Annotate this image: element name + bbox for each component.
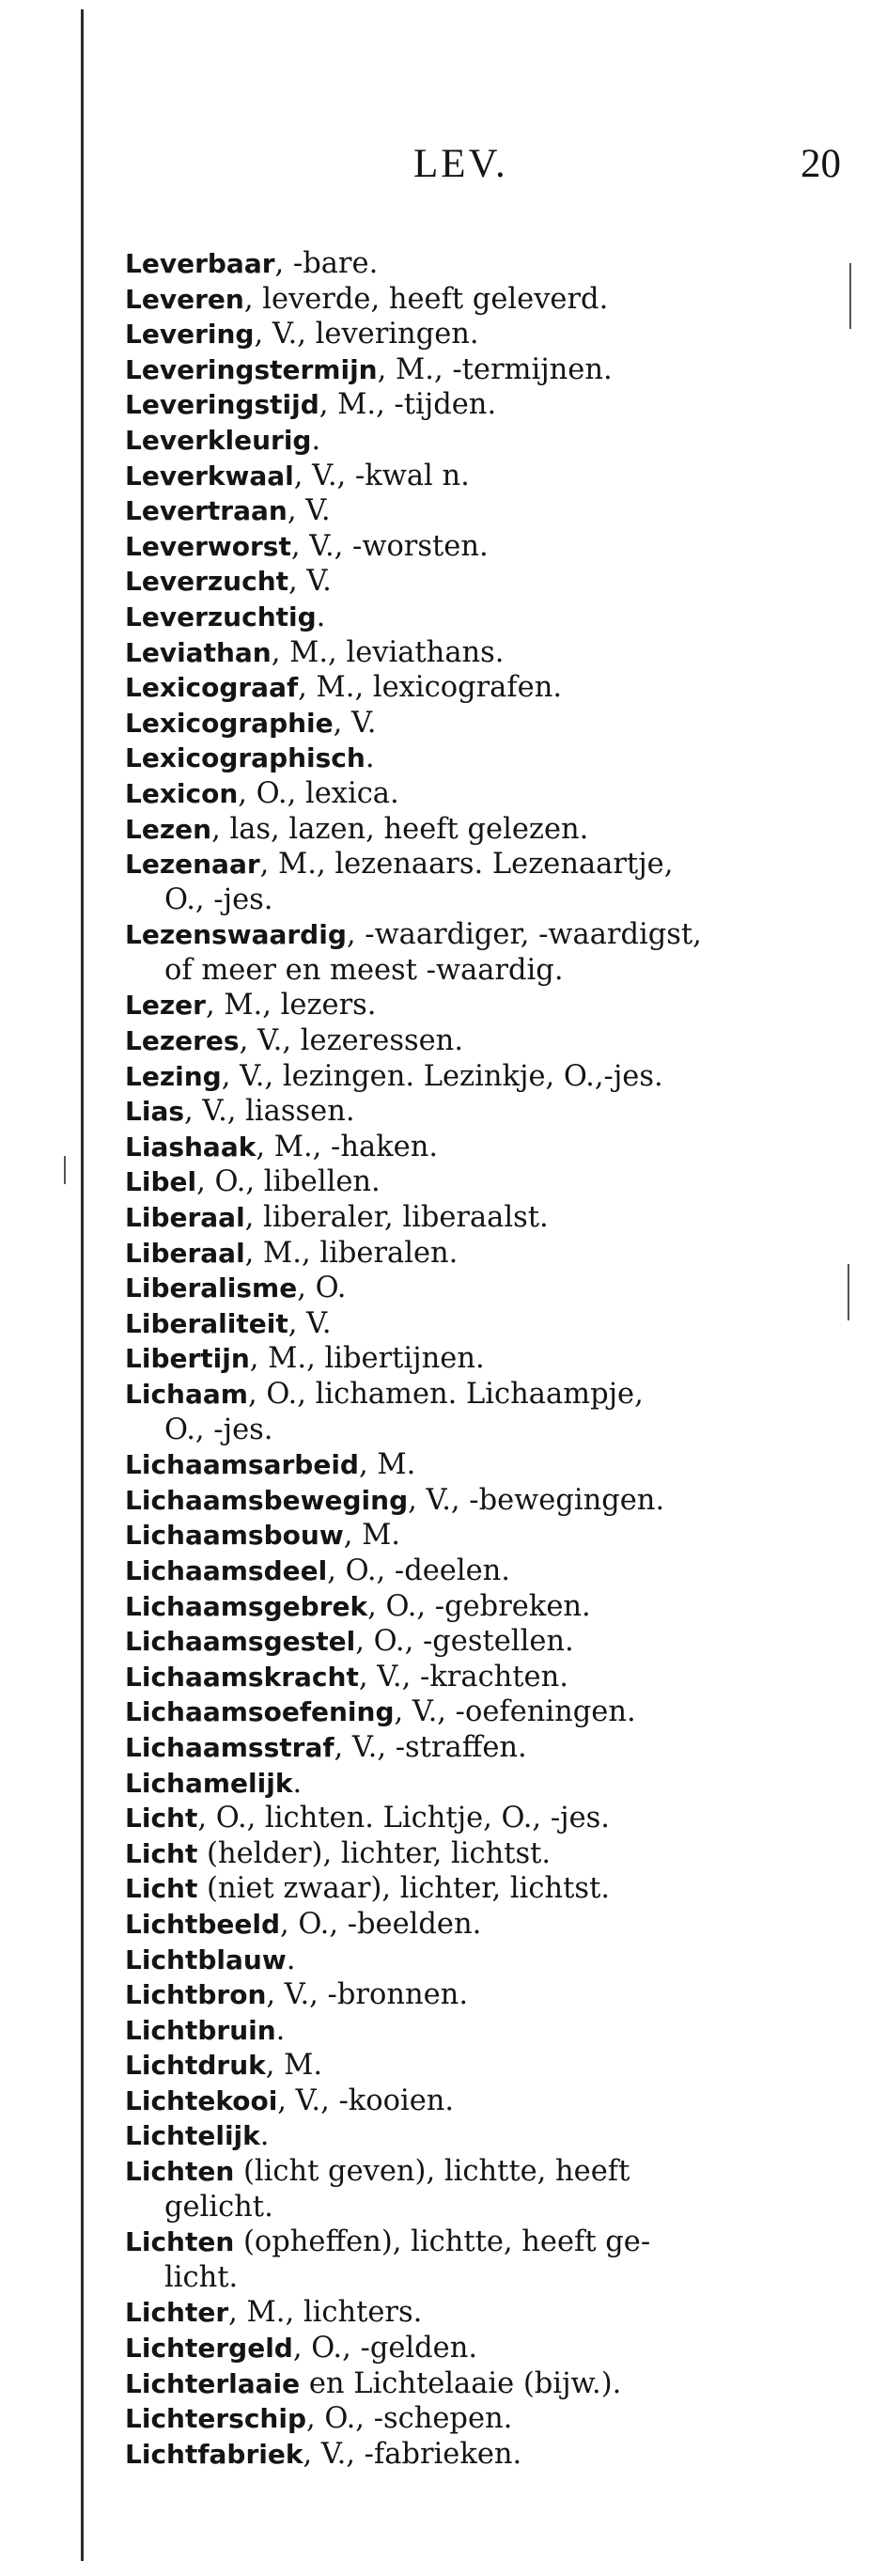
dictionary-entry	[125, 1377, 820, 1447]
entry-line	[125, 493, 820, 529]
entry-line	[125, 1236, 820, 1272]
entry-definition: .	[365, 742, 375, 775]
entry-term: Lichaamsbeweging	[125, 1484, 409, 1516]
dictionary-entry	[125, 917, 820, 988]
entry-definition: , M., -haken.	[256, 1130, 439, 1163]
entry-term: Lexicographisch	[125, 742, 366, 774]
entry-line	[125, 1130, 820, 1165]
entry-continuation: licht.	[164, 2260, 239, 2294]
dictionary-entry	[125, 2295, 820, 2331]
entry-term: Lezer	[125, 990, 206, 1022]
entry-line	[125, 317, 820, 352]
entry-term: Levering	[125, 319, 255, 351]
entry-line	[125, 1766, 820, 1802]
entry-line	[125, 988, 820, 1023]
entry-term: Leviathan	[125, 636, 272, 668]
entry-line	[125, 812, 820, 848]
entry-definition: , V., leveringen.	[254, 318, 479, 351]
entry-definition: , leverde, heeft geleverd.	[243, 282, 609, 316]
entry-definition: .	[292, 1766, 303, 1800]
entry-term: Lichaamsgebrek	[125, 1590, 368, 1622]
entry-definition: , O., -gelden.	[292, 2332, 478, 2365]
page-header	[0, 132, 871, 188]
entry-term: Leverbaar	[125, 248, 275, 279]
entry-term: Lezing	[125, 1060, 222, 1092]
entry-line	[125, 670, 820, 706]
entry-term: Lichtdruk	[125, 2050, 266, 2082]
entry-term: Lexicographie	[125, 707, 334, 739]
page-number: 20	[801, 142, 841, 186]
dictionary-entry	[125, 1730, 820, 1766]
entry-definition: , liberaler, liberaalst.	[244, 1201, 549, 1235]
entry-continuation: O., -jes.	[164, 1413, 273, 1446]
entry-term: Leverworst	[125, 530, 291, 562]
dictionary-entry	[125, 352, 820, 388]
dictionary-entry	[125, 2154, 820, 2225]
entry-term: Lexicograaf	[125, 672, 299, 704]
entry-term: Lichtekooi	[125, 2084, 278, 2116]
entry-definition: , M.	[343, 1519, 401, 1553]
entry-definition: .	[275, 2013, 286, 2047]
entry-term: Lichten	[125, 2226, 235, 2258]
dictionary-entry	[125, 670, 820, 706]
entry-term: Leveringstermijn	[125, 353, 378, 385]
entry-definition: , O., lexica.	[238, 776, 399, 810]
entry-term: Licht	[125, 1803, 198, 1834]
dictionary-entry	[125, 2013, 820, 2049]
entry-definition: en Lichtelaaie (bijw.).	[300, 2366, 622, 2400]
entry-definition: , M., -termijnen.	[377, 352, 613, 386]
dictionary-entry	[125, 1306, 820, 1342]
dictionary-entry	[125, 317, 820, 352]
entry-continuation: gelicht.	[164, 2190, 273, 2224]
dictionary-entry	[125, 1236, 820, 1272]
dictionary-entry	[125, 1660, 820, 1695]
entry-definition: , V., -worsten.	[290, 529, 489, 563]
entry-line	[125, 387, 820, 423]
entry-term: Lichterschip	[125, 2403, 306, 2435]
dictionary-entry	[125, 2401, 820, 2437]
dictionary-entry	[125, 1130, 820, 1165]
entry-definition: , M., lichters.	[228, 2296, 423, 2330]
entry-line	[125, 1801, 820, 1836]
entry-term: Libertijn	[125, 1343, 250, 1375]
entry-definition: , O., lichten. Lichtje, O., -jes.	[197, 1802, 610, 1835]
entry-definition: .	[286, 1943, 296, 1976]
entry-definition: , V., lezeressen.	[239, 1024, 464, 1058]
entry-line	[125, 1871, 820, 1907]
dictionary-entry	[125, 1907, 820, 1943]
dictionary-entry	[125, 2048, 820, 2084]
entry-term: Libel	[125, 1166, 197, 1198]
entry-line	[125, 2331, 820, 2366]
entry-definition: (helder), lichter, lichtst.	[197, 1836, 552, 1870]
entry-term: Liberaal	[125, 1202, 245, 1234]
entry-continuation: of meer en meest -waardig.	[164, 953, 564, 987]
entry-line	[125, 1200, 820, 1236]
entry-definition: .	[259, 2119, 270, 2153]
entry-term: Lezenswaardig	[125, 919, 347, 951]
entry-definition: , M., lezers.	[205, 989, 377, 1023]
dictionary-entry	[125, 459, 820, 494]
entry-line	[125, 2366, 820, 2402]
dictionary-entry	[125, 387, 820, 423]
dictionary-entry	[125, 493, 820, 529]
entry-term: Leverzucht	[125, 566, 289, 598]
dictionary-entry	[125, 2084, 820, 2119]
scan-mark	[64, 1156, 66, 1184]
entry-line	[125, 2118, 820, 2154]
dictionary-entry	[125, 812, 820, 848]
entry-definition: , V., lezingen. Lezinkje, O.,-jes.	[221, 1059, 663, 1093]
entry-line	[125, 2401, 820, 2437]
entry-definition: , V., -bronnen.	[266, 1978, 469, 2012]
entry-definition: , M., -tijden.	[319, 388, 497, 422]
entry-line	[125, 1943, 820, 1978]
entry-line	[125, 2437, 820, 2473]
entry-line	[125, 529, 820, 565]
entry-term: Lichten	[125, 2156, 235, 2188]
entry-term: Lichterlaaie	[125, 2367, 301, 2399]
entry-line	[125, 847, 820, 882]
entry-line	[125, 2295, 820, 2331]
dictionary-entry	[125, 1059, 820, 1095]
dictionary-entry	[125, 2225, 820, 2295]
scan-mark	[849, 263, 851, 329]
entry-term: Lichtergeld	[125, 2333, 293, 2365]
dictionary-entry	[125, 1518, 820, 1553]
dictionary-entry	[125, 246, 820, 282]
entry-term: Lichtelijk	[125, 2120, 260, 2152]
entry-line	[125, 2154, 820, 2190]
entry-line	[125, 1094, 820, 1130]
dictionary-entry	[125, 529, 820, 565]
entry-line	[125, 1447, 820, 1483]
dictionary-entry	[125, 282, 820, 318]
entry-definition: , O., -deelen.	[327, 1553, 510, 1587]
entry-term: Lexicon	[125, 777, 239, 809]
entry-line	[125, 1836, 820, 1872]
dictionary-entry	[125, 1447, 820, 1483]
entry-definition: , O., -beelden.	[280, 1907, 482, 1941]
dictionary-entry	[125, 1023, 820, 1059]
entry-term: Liberalisme	[125, 1272, 298, 1304]
entry-line	[125, 1306, 820, 1342]
entry-definition: , M., libertijnen.	[249, 1342, 485, 1376]
entry-line	[125, 600, 820, 635]
dictionary-entry	[125, 1977, 820, 2013]
entry-line	[125, 917, 820, 953]
dictionary-entry	[125, 1624, 820, 1660]
entry-term: Leverzuchtig	[125, 601, 317, 632]
entry-line	[125, 1589, 820, 1625]
entry-line	[125, 1730, 820, 1766]
dictionary-entry	[125, 600, 820, 635]
entry-definition: , O., libellen.	[196, 1165, 381, 1199]
entry-term: Liberaliteit	[125, 1307, 288, 1339]
entry-definition: , -waardiger, -waardigst,	[346, 918, 702, 952]
entry-term: Lichaam	[125, 1379, 248, 1410]
dictionary-entry	[125, 1801, 820, 1836]
entry-term: Liashaak	[125, 1131, 257, 1163]
entry-line	[125, 1660, 820, 1695]
entry-term: Leveringstijd	[125, 389, 319, 421]
entry-definition: , O.	[297, 1272, 347, 1305]
entry-term: Lichtbeeld	[125, 1908, 281, 1940]
entry-definition: .	[311, 423, 321, 457]
dictionary-entry	[125, 741, 820, 776]
entry-term: Lezen	[125, 813, 212, 845]
dictionary-entries	[125, 246, 820, 2472]
dictionary-entry	[125, 2366, 820, 2402]
dictionary-entry	[125, 847, 820, 917]
entry-definition: , -bare.	[274, 247, 379, 280]
entry-continuation: O., -jes.	[164, 882, 273, 916]
entry-line	[125, 246, 820, 282]
entry-definition: (opheffen), lichtte, heeft ge-	[234, 2225, 651, 2259]
entry-definition: , V.	[333, 706, 377, 740]
entry-definition: , V.	[288, 1306, 332, 1340]
entry-line	[125, 1553, 820, 1589]
entry-definition: , O., lichamen. Lichaampje,	[247, 1378, 644, 1411]
entry-line	[125, 459, 820, 494]
entry-term: Lichaamsgestel	[125, 1626, 356, 1658]
entry-line	[125, 1518, 820, 1553]
entry-term: Lichtbruin	[125, 2014, 276, 2046]
dictionary-entry	[125, 635, 820, 671]
entry-term: Lichter	[125, 2297, 229, 2329]
entry-line	[125, 423, 820, 459]
entry-line	[125, 564, 820, 600]
entry-definition: , V., -krachten.	[358, 1660, 568, 1694]
entry-definition: , O., -schepen.	[306, 2402, 513, 2436]
entry-line	[125, 2225, 820, 2260]
entry-line	[125, 1059, 820, 1095]
entry-line	[125, 1377, 820, 1413]
entry-term: Lichamelijk	[125, 1767, 293, 1799]
dictionary-entry	[125, 1164, 820, 1200]
dictionary-entry	[125, 1694, 820, 1730]
entry-term: Licht	[125, 1873, 198, 1905]
dictionary-entry	[125, 1766, 820, 1802]
entry-definition: , O., -gestellen.	[355, 1625, 574, 1659]
entry-term: Lezeres	[125, 1025, 240, 1057]
dictionary-entry	[125, 1271, 820, 1306]
dictionary-entry	[125, 1341, 820, 1377]
entry-term: Leverkwaal	[125, 460, 294, 492]
entry-term: Lichaamsdeel	[125, 1554, 328, 1586]
entry-definition: , M.	[265, 2049, 323, 2083]
entry-definition: , V., -kwal n.	[293, 459, 470, 492]
entry-term: Lichtblauw	[125, 1944, 287, 1975]
entry-line	[125, 2084, 820, 2119]
entry-term: Lichaamsbouw	[125, 1520, 344, 1552]
entry-definition: , M.	[358, 1448, 416, 1482]
entry-definition: , V., -fabrieken.	[303, 2437, 522, 2471]
entry-definition: (niet zwaar), lichter, lichtst.	[197, 1872, 611, 1906]
entry-term: Lichaamsoefening	[125, 1696, 395, 1728]
entry-definition: , las, lazen, heeft gelezen.	[211, 812, 589, 846]
entry-line	[125, 1977, 820, 2013]
entry-definition: , M., leviathans.	[271, 635, 505, 669]
entry-line	[125, 1694, 820, 1730]
dictionary-entry	[125, 2118, 820, 2154]
entry-definition: , V.	[288, 565, 332, 599]
entry-definition: , V., -bewegingen.	[408, 1483, 665, 1517]
entry-term: Lichtbron	[125, 1979, 267, 2011]
entry-term: Lichaamskracht	[125, 1661, 359, 1693]
entry-definition: .	[316, 600, 326, 633]
dictionary-entry	[125, 1836, 820, 1872]
dictionary-entry	[125, 988, 820, 1023]
entry-line	[125, 741, 820, 776]
entry-definition: , V.	[287, 494, 331, 528]
scan-mark	[848, 1264, 849, 1320]
entry-term: Lichtfabriek	[125, 2438, 303, 2470]
entry-definition: , V., -kooien.	[277, 2084, 455, 2117]
entry-line	[125, 776, 820, 812]
entry-line	[125, 1483, 820, 1519]
entry-term: Lezenaar	[125, 849, 260, 881]
dictionary-entry	[125, 1553, 820, 1589]
entry-term: Leverkleurig	[125, 424, 312, 456]
entry-line	[125, 282, 820, 318]
entry-line	[125, 635, 820, 671]
entry-definition: , M., lexicografen.	[298, 671, 563, 705]
entry-line	[125, 1624, 820, 1660]
entry-line	[125, 2048, 820, 2084]
dictionary-entry	[125, 1094, 820, 1130]
entry-definition: , M., lezenaars. Lezenaartje,	[259, 848, 674, 882]
entry-line	[125, 706, 820, 742]
entry-definition: , V., -straffen.	[334, 1730, 527, 1764]
entry-term: Leveren	[125, 283, 244, 315]
entry-term: Lias	[125, 1096, 184, 1128]
entry-line	[125, 1271, 820, 1306]
entry-line	[125, 1164, 820, 1200]
entry-line	[125, 352, 820, 388]
dictionary-entry	[125, 423, 820, 459]
entry-line	[125, 1907, 820, 1943]
entry-term: Lichaamsstraf	[125, 1731, 334, 1763]
dictionary-entry	[125, 1589, 820, 1625]
dictionary-entry	[125, 564, 820, 600]
entry-definition: (licht geven), lichtte, heeft	[234, 2155, 630, 2189]
entry-term: Licht	[125, 1837, 198, 1869]
dictionary-entry	[125, 1483, 820, 1519]
dictionary-entry	[125, 776, 820, 812]
entry-term: Lichaamsarbeid	[125, 1449, 359, 1481]
page-margin-rule	[81, 9, 84, 2561]
dictionary-entry	[125, 1943, 820, 1978]
entry-definition: , V., liassen.	[184, 1095, 355, 1129]
entry-term: Levertraan	[125, 495, 288, 527]
entry-definition: , M., liberalen.	[244, 1236, 459, 1270]
dictionary-entry	[125, 1200, 820, 1236]
dictionary-entry	[125, 706, 820, 742]
entry-line	[125, 1023, 820, 1059]
entry-term: Liberaal	[125, 1237, 245, 1269]
entry-line	[125, 2013, 820, 2049]
dictionary-entry	[125, 2331, 820, 2366]
entry-definition: , O., -gebreken.	[367, 1589, 591, 1623]
page-title: LEV.	[413, 142, 508, 186]
entry-line	[125, 1341, 820, 1377]
entry-definition: , V., -oefeningen.	[394, 1695, 636, 1729]
dictionary-entry	[125, 1871, 820, 1907]
dictionary-entry	[125, 2437, 820, 2473]
